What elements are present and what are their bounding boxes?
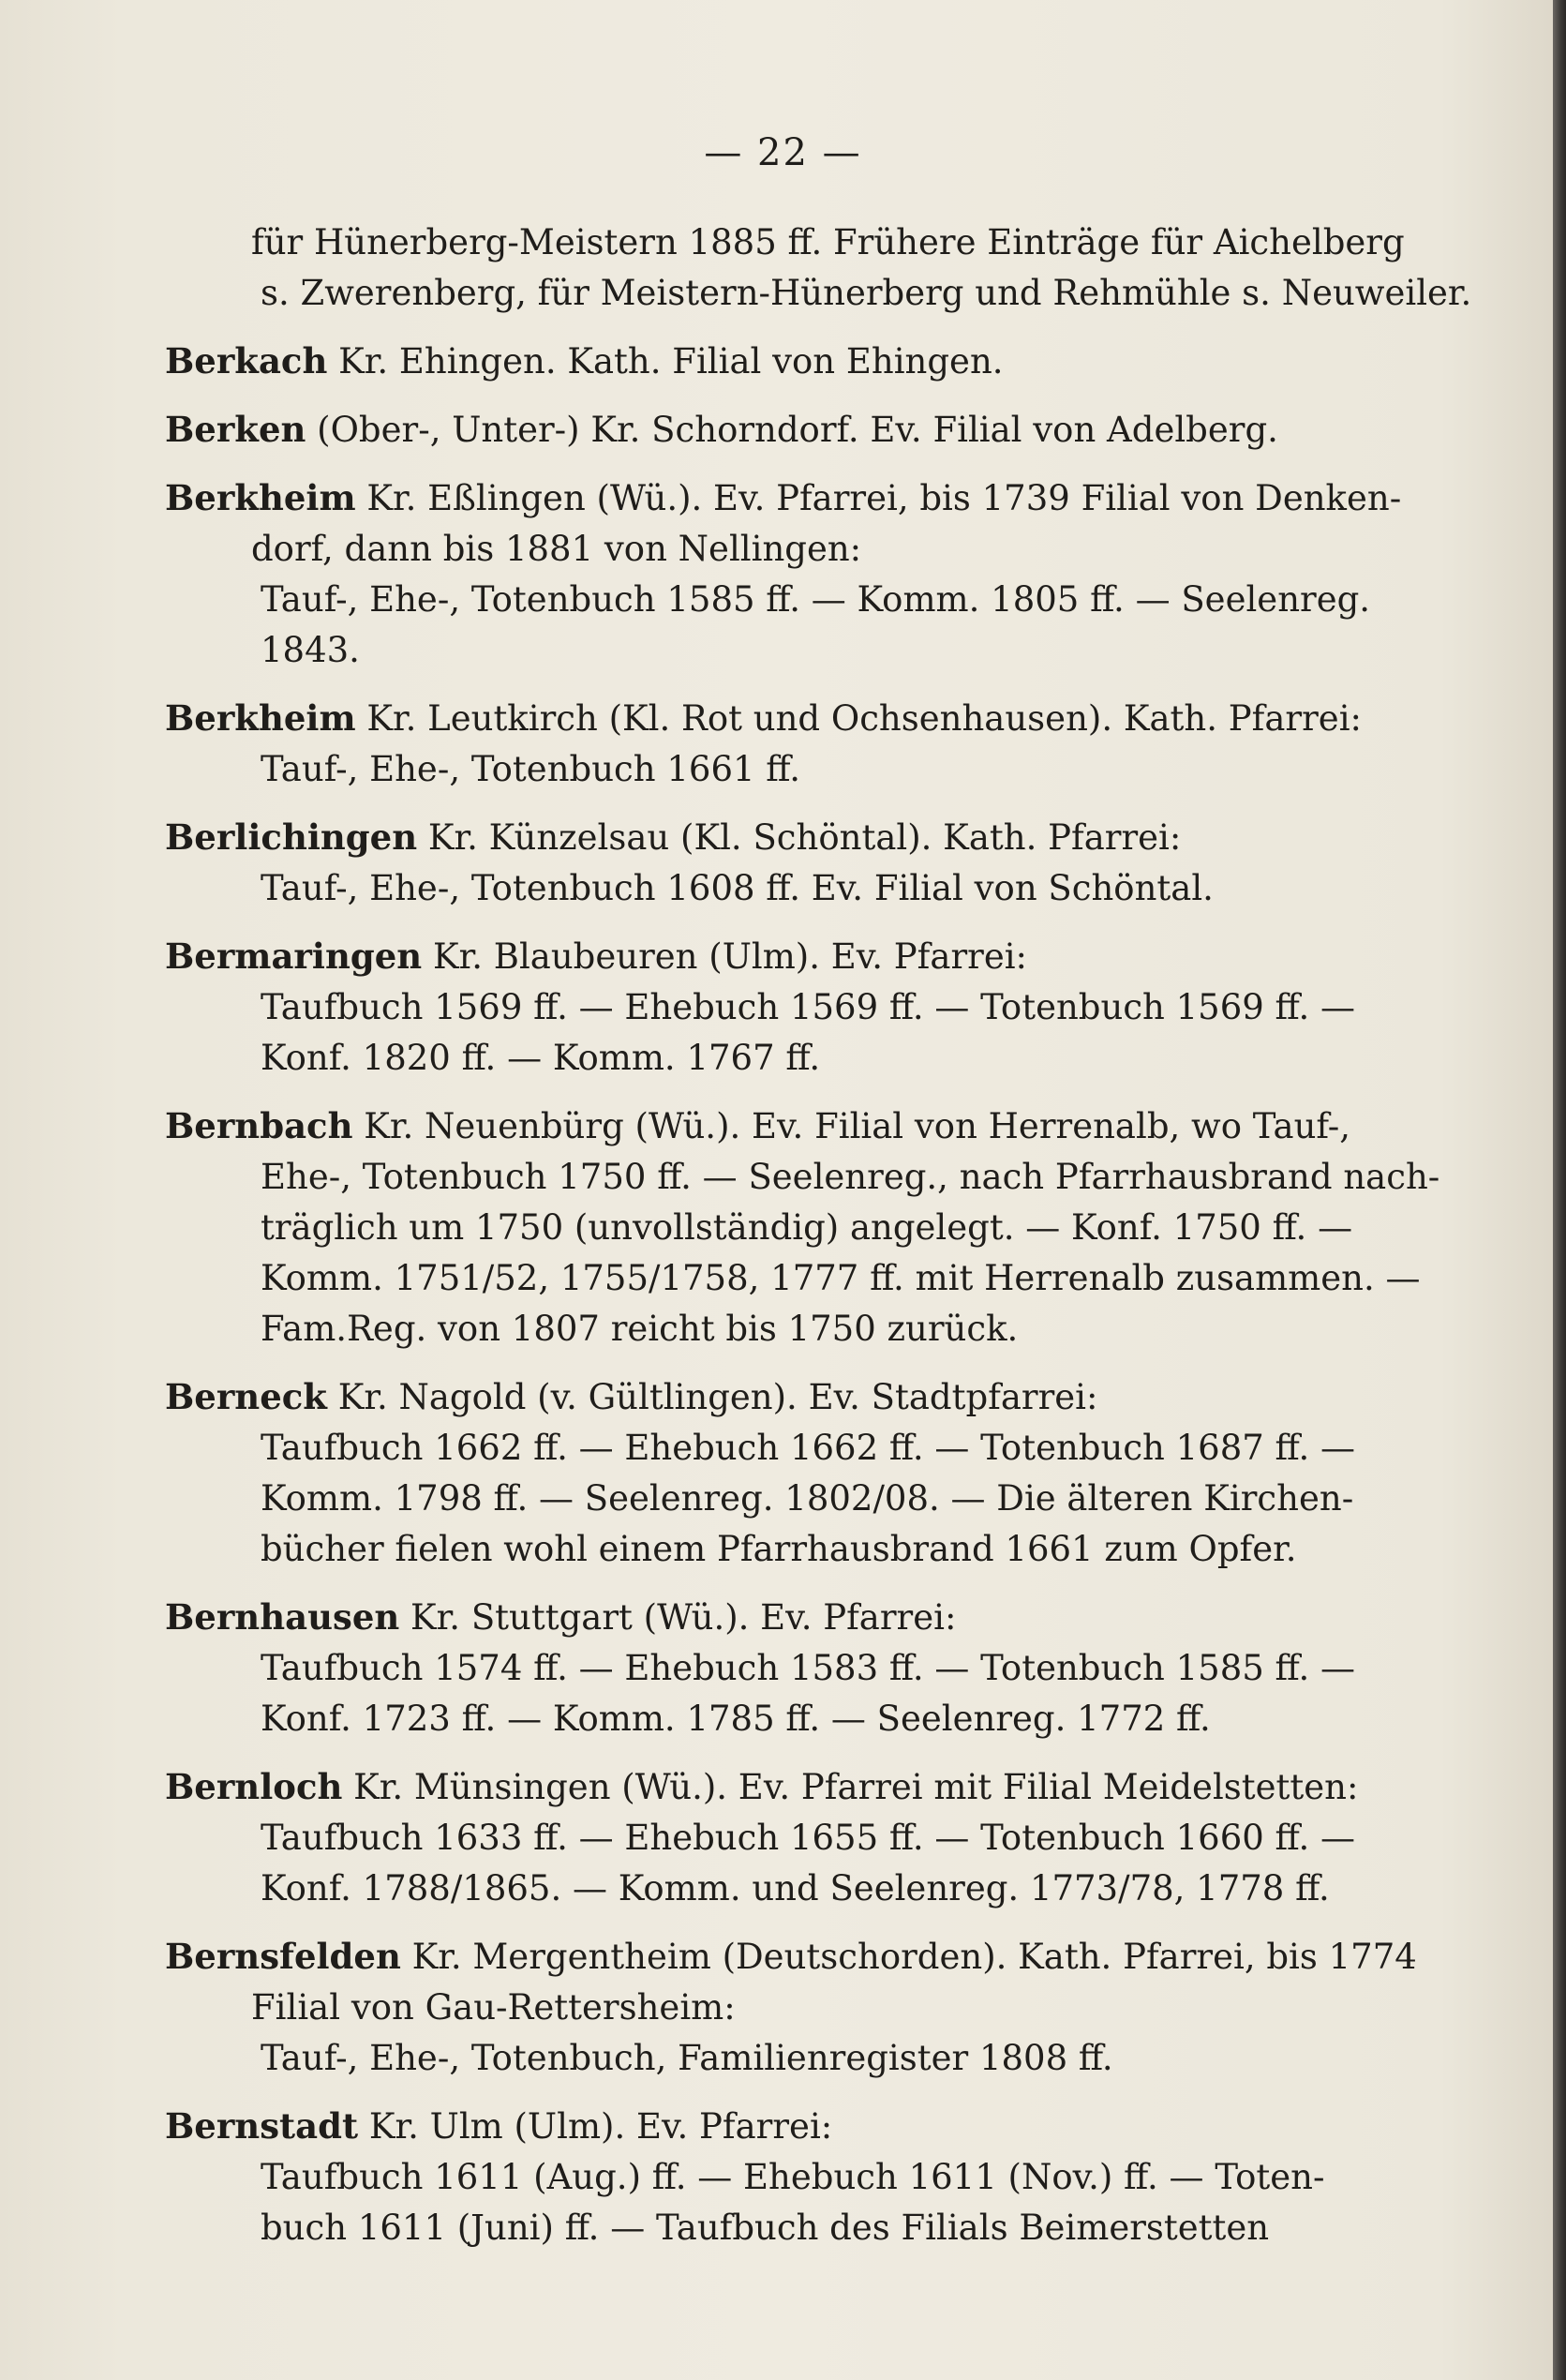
- entry-line: Kr. Ehingen. Kath. Filial von Ehingen.: [338, 341, 1004, 382]
- entry-line: Kr. Ulm (Ulm). Ev. Pfarrei:: [368, 2106, 833, 2147]
- entry-headword: Berkheim: [165, 697, 356, 739]
- entry-berkheim-leutkirch: [165, 693, 1383, 795]
- entry-headword: Bernloch: [165, 1766, 343, 1807]
- entry-line: Tauf-, Ehe-, Totenbuch 1585 ff. — Komm. 1805 ff. — Seelenreg.: [261, 579, 1371, 620]
- entry-line: Kr. Stuttgart (Wü.). Ev. Pfarrei:: [410, 1597, 957, 1638]
- entry-line: Kr. Künzelsau (Kl. Schöntal). Kath. Pfarrei:: [427, 817, 1182, 858]
- entry-line: dorf, dann bis 1881 von Nellingen:: [251, 529, 862, 569]
- entry-bernbach: [165, 1100, 1440, 1355]
- entry-bernhausen: [165, 1592, 1383, 1744]
- entry-line: Kr. Leutkirch (Kl. Rot und Ochsenhausen). Kath. Pfarrei:: [366, 698, 1362, 739]
- entry-headword: Berkach: [165, 340, 328, 382]
- entry-bernstadt: [165, 2101, 1383, 2253]
- entry-line: Konf. 1723 ff. — Komm. 1785 ff. — Seelenreg. 1772 ff.: [261, 1699, 1211, 1739]
- entry-line: Tauf-, Ehe-, Totenbuch, Familienregister 1808 ff.: [261, 2038, 1113, 2078]
- entry-berneck: [165, 1371, 1383, 1575]
- intro-line: für Hünerberg-Meistern 1885 ff. Frühere Einträge für Aichelberg: [251, 222, 1405, 262]
- entry-line: Kr. Mergentheim (Deutschorden). Kath. Pfarrei, bis 1774: [411, 1937, 1417, 1977]
- entry-line: Kr. Nagold (v. Gültlingen). Ev. Stadtpfarrei:: [337, 1377, 1098, 1417]
- entry-line: Ehe-, Totenbuch 1750 ff. — Seelenreg., nach Pfarrhausbrand nach-: [261, 1157, 1440, 1197]
- entry-line: (Ober-, Unter-) Kr. Schorndorf. Ev. Filial von Adelberg.: [317, 410, 1278, 450]
- entry-line: Taufbuch 1611 (Aug.) ff. — Ehebuch 1611 (Nov.) ff. — Toten-: [261, 2157, 1325, 2197]
- entry-headword: Bermaringen: [165, 936, 423, 977]
- entry-headword: Bernsfelden: [165, 1936, 401, 1977]
- entry-headword: Bernhausen: [165, 1596, 400, 1638]
- entry-line: Komm. 1751/52, 1755/1758, 1777 ff. mit Herrenalb zusammen. —: [261, 1258, 1421, 1298]
- intro-line: s. Zwerenberg, für Meistern-Hünerberg und Rehmühle s. Neuweiler.: [261, 273, 1472, 313]
- entry-line: Konf. 1788/1865. — Komm. und Seelenreg. 1773/78, 1778 ff.: [261, 1868, 1330, 1908]
- entry-line: Konf. 1820 ff. — Komm. 1767 ff.: [261, 1038, 821, 1078]
- entry-line: Taufbuch 1633 ff. — Ehebuch 1655 ff. — Totenbuch 1660 ff. —: [261, 1818, 1356, 1858]
- entry-bernsfelden: [165, 1931, 1417, 2084]
- entry-headword: Bernstadt: [165, 2105, 359, 2147]
- entry-headword: Berken: [165, 409, 306, 450]
- entry-headword: Berlichingen: [165, 816, 418, 858]
- entry-line: bücher fielen wohl einem Pfarrhausbrand 1661 zum Opfer.: [261, 1529, 1297, 1569]
- entry-line: Komm. 1798 ff. — Seelenreg. 1802/08. — Die älteren Kirchen-: [261, 1478, 1354, 1519]
- page-number: — 22 —: [704, 131, 862, 174]
- entry-berken: [165, 404, 1383, 456]
- entry-headword: Berneck: [165, 1376, 327, 1417]
- entry-bernloch: [165, 1761, 1383, 1914]
- entry-line: Tauf-, Ehe-, Totenbuch 1661 ff.: [261, 749, 801, 789]
- entry-line: Kr. Blaubeuren (Ulm). Ev. Pfarrei:: [432, 936, 1028, 977]
- entry-berkheim-esslingen: [165, 472, 1402, 676]
- entry-berkach: [165, 336, 1383, 387]
- entry-line: träglich um 1750 (unvollständig) angelegt. — Konf. 1750 ff. —: [261, 1207, 1353, 1248]
- entry-line: Kr. Eßlingen (Wü.). Ev. Pfarrei, bis 1739 Filial von Denken-: [366, 478, 1402, 518]
- entry-line: Taufbuch 1662 ff. — Ehebuch 1662 ff. — Totenbuch 1687 ff. —: [261, 1428, 1356, 1468]
- page-content: [165, 217, 1472, 2253]
- entry-line: Kr. Münsingen (Wü.). Ev. Pfarrei mit Filial Meidelstetten:: [353, 1767, 1359, 1807]
- page-edge-shadow: [1553, 0, 1566, 2380]
- entry-line: Kr. Neuenbürg (Wü.). Ev. Filial von Herrenalb, wo Tauf-,: [364, 1106, 1351, 1146]
- entry-line: Taufbuch 1574 ff. — Ehebuch 1583 ff. — Totenbuch 1585 ff. —: [261, 1648, 1356, 1688]
- entry-line: Fam.Reg. von 1807 reicht bis 1750 zurück.: [261, 1309, 1019, 1349]
- entry-headword: Bernbach: [165, 1105, 353, 1146]
- entry-berlichingen: [165, 812, 1383, 914]
- entry-line: Tauf-, Ehe-, Totenbuch 1608 ff. Ev. Filial von Schöntal.: [261, 868, 1214, 908]
- entry-headword: Berkheim: [165, 477, 356, 518]
- entry-bermaringen: [165, 931, 1383, 1084]
- entry-line: Filial von Gau-Rettersheim:: [251, 1987, 736, 2028]
- entry-line: buch 1611 (Juni) ff. — Taufbuch des Filials Beimerstetten: [261, 2208, 1270, 2248]
- entry-line: 1843.: [261, 630, 360, 670]
- entry-line: Taufbuch 1569 ff. — Ehebuch 1569 ff. — Totenbuch 1569 ff. —: [261, 987, 1356, 1027]
